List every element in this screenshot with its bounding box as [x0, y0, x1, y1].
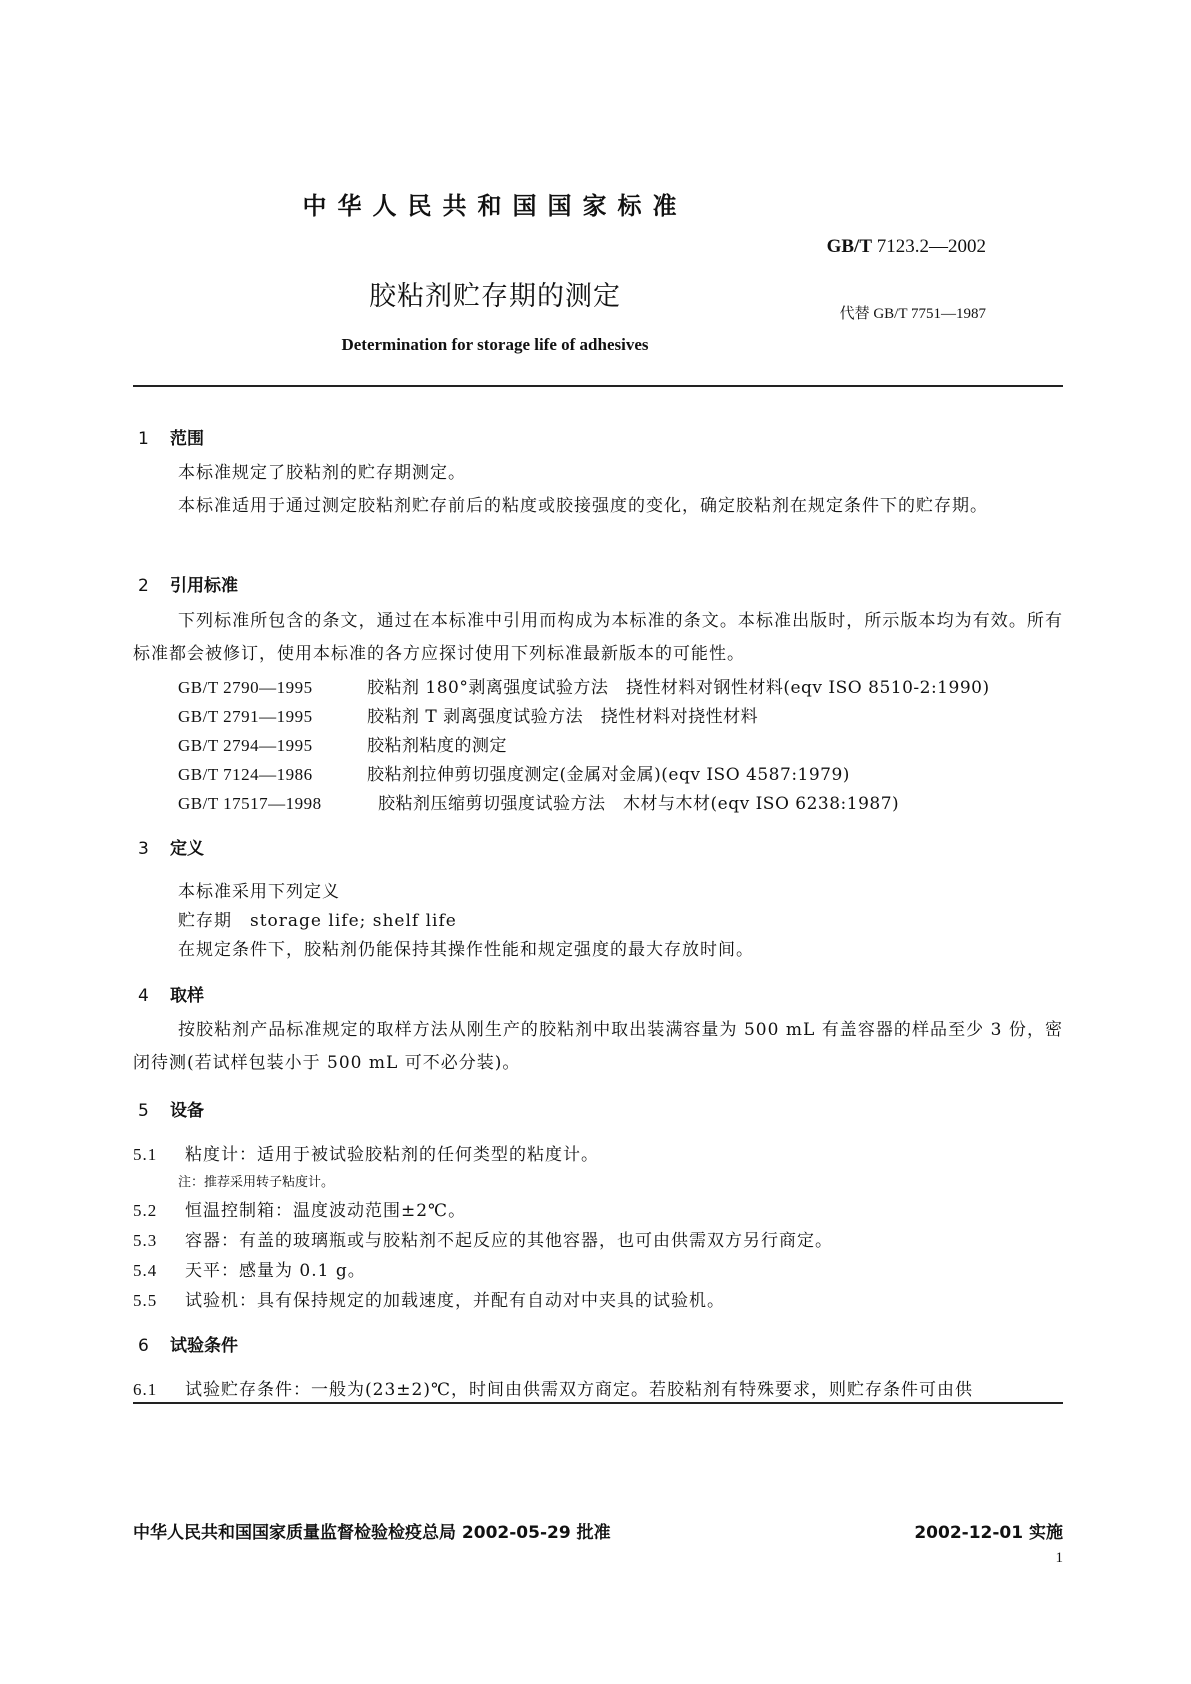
equipment-item: 5.2 恒温控制箱：温度波动范围±2℃。 [133, 1201, 467, 1221]
definition-intro: 本标准采用下列定义 [178, 882, 340, 902]
section-1-heading: 1 范围 [138, 429, 204, 449]
reference-item: GB/T 17517—1998 胶粘剂压缩剪切强度试验方法 木材与木材(eqv ISO 6238:1987) [178, 794, 900, 814]
reference-item: GB/T 2791—1995 胶粘剂 T 剥离强度试验方法 挠性材料对挠性材料 [178, 707, 759, 727]
equipment-item: 5.4 天平：感量为 0.1 g。 [133, 1261, 366, 1281]
section-2-heading: 2 引用标准 [138, 576, 238, 596]
reference-item: GB/T 2790—1995 胶粘剂 180°剥离强度试验方法 挠性材料对钢性材料(eqv ISO 8510-2:1990) [178, 678, 990, 698]
equipment-note: 注：推荐采用转子粘度计。 [178, 1175, 335, 1190]
reference-item: GB/T 2794—1995 胶粘剂粘度的测定 [178, 736, 507, 756]
section-4-heading: 4 取样 [138, 986, 204, 1006]
section-1-paragraph-1: 本标准规定了胶粘剂的贮存期测定。 [178, 463, 466, 483]
approval-statement: 中华人民共和国国家质量监督检验检疫总局 2002-05-29 批准 [133, 1523, 611, 1543]
section-6-heading: 6 试验条件 [138, 1336, 238, 1356]
definition-text: 在规定条件下，胶粘剂仍能保持其操作性能和规定强度的最大存放时间。 [178, 940, 754, 960]
equipment-item: 5.5 试验机：具有保持规定的加载速度，并配有自动对中夹具的试验机。 [133, 1291, 725, 1311]
replaces-standard: 代替 GB/T 7751—1987 [839, 306, 986, 322]
document-title-en: Determination for storage life of adhesives [341, 335, 649, 354]
footer-divider [133, 1402, 1063, 1404]
header-divider [133, 385, 1063, 387]
standard-number-prefix: GB/T [826, 236, 872, 257]
section-3-heading: 3 定义 [138, 839, 204, 859]
section-5-heading: 5 设备 [138, 1101, 204, 1121]
standard-number [827, 236, 986, 258]
document-title-cn: 胶粘剂贮存期的测定 [369, 281, 621, 312]
definition-term: 贮存期 storage life; shelf life [178, 911, 457, 931]
reference-item: GB/T 7124—1986 胶粘剂拉伸剪切强度测定(金属对金属)(eqv ISO 4587:1979) [178, 765, 850, 785]
equipment-item: 5.1 粘度计：适用于被试验胶粘剂的任何类型的粘度计。 [133, 1145, 599, 1165]
test-condition-item: 6.1 试验贮存条件：一般为(23±2)℃，时间由供需双方商定。若胶粘剂有特殊要求，则贮存条件可由供 [133, 1380, 973, 1400]
implementation-date: 2002-12-01 实施 [914, 1523, 1063, 1543]
standard-number-value: 7123.2—2002 [872, 236, 986, 257]
section-4-paragraph: 按胶粘剂产品标准规定的取样方法从刚生产的胶粘剂中取出装满容量为 500 mL 有盖容器的样品至少 3 份，密闭待测(若试样包装小于 500 mL 可不必分装)。 [133, 1020, 1063, 1073]
section-1-paragraph-2: 本标准适用于通过测定胶粘剂贮存前后的粘度或胶接强度的变化，确定胶粘剂在规定条件下的贮存期。 [178, 496, 988, 516]
equipment-item: 5.3 容器：有盖的玻璃瓶或与胶粘剂不起反应的其他容器，也可由供需双方另行商定。 [133, 1231, 833, 1251]
section-2-paragraph: 下列标准所包含的条文，通过在本标准中引用而构成为本标准的条文。本标准出版时，所示版本均为有效。所有标准都会被修订，使用本标准的各方应探讨使用下列标准最新版本的可能性。 [133, 611, 1063, 664]
issuing-body-title: 中华人民共和国国家标准 [302, 192, 688, 220]
page-number: 1 [1055, 1550, 1063, 1566]
